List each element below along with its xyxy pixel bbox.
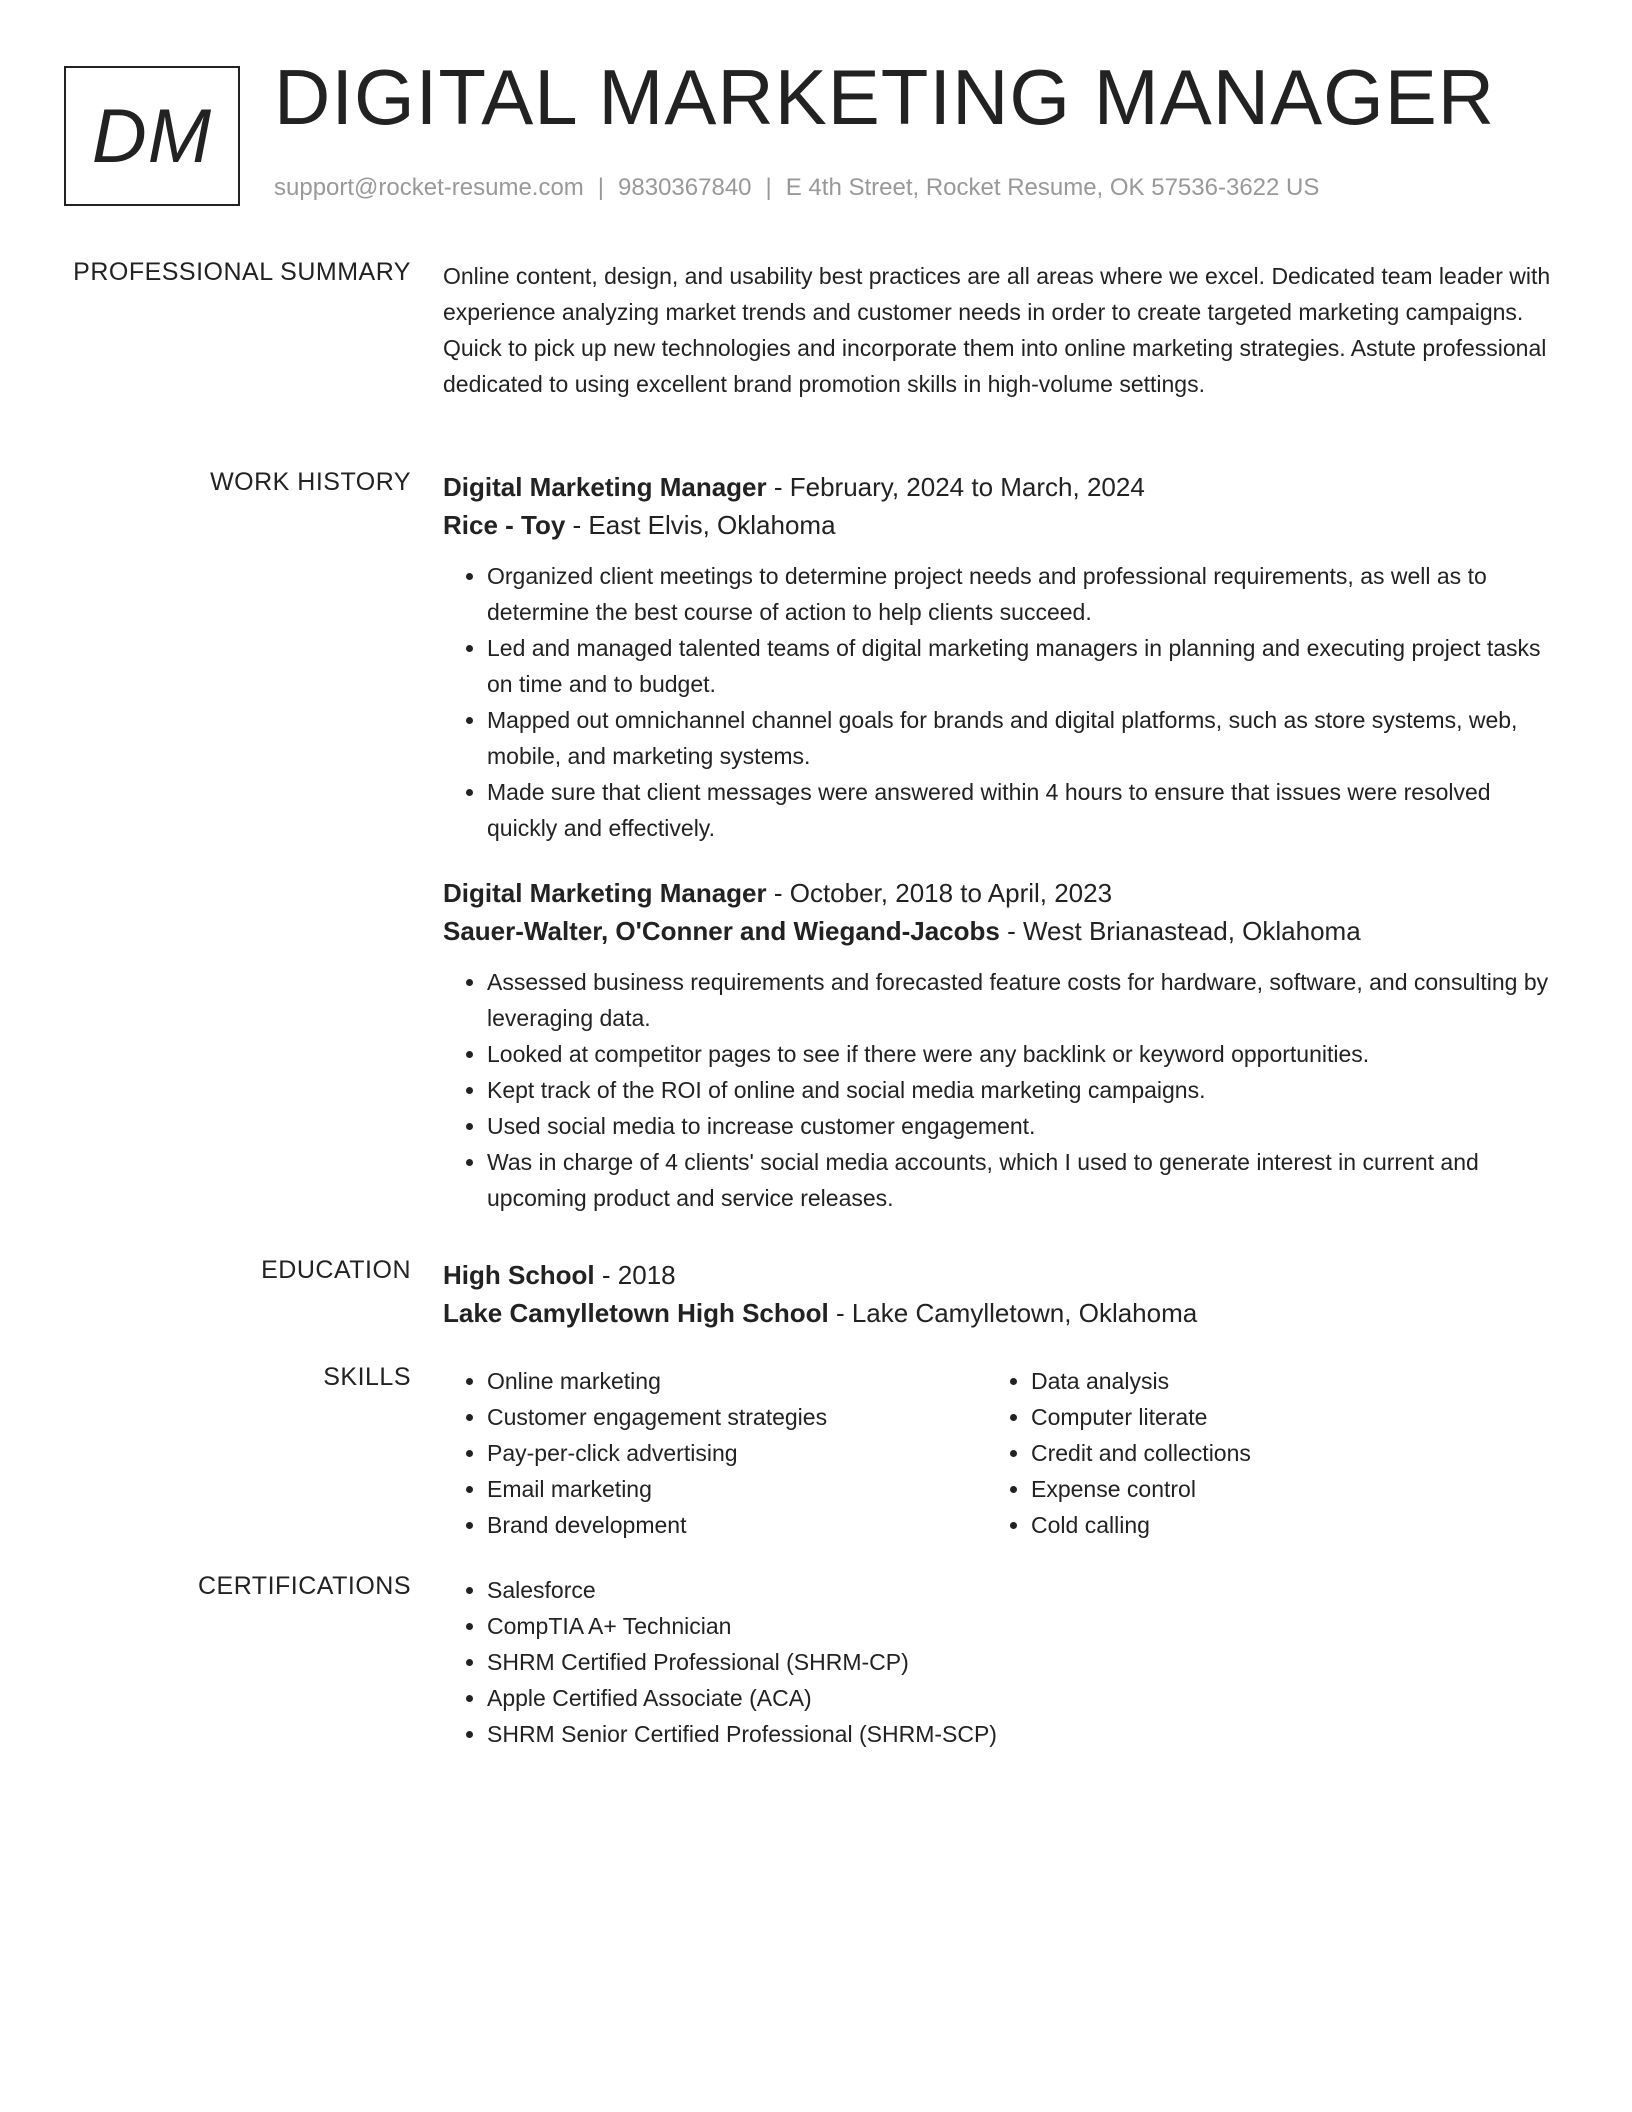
job-bullet: • Led and managed talented teams of digital marketing managers in planning and executing project tasks on time and to budget. <box>487 630 1553 702</box>
job-title-line <box>443 874 1553 912</box>
job-bullet: • Made sure that client messages were answered within 4 hours to ensure that issues were resolved quickly and effectively. <box>487 774 1553 846</box>
job-dates: - February, 2024 to March, 2024 <box>766 472 1145 502</box>
contact-address: E 4th Street, Rocket Resume, OK 57536-3622 US <box>785 174 1320 201</box>
skill-item: • Credit and collections <box>1031 1435 1531 1471</box>
contact-phone: 9830367840 <box>618 174 752 201</box>
skill-item: • Data analysis <box>1031 1363 1531 1399</box>
section-title-education: EDUCATION <box>261 1256 411 1284</box>
job-bullet: • Assessed business requirements and forecasted feature costs for hardware, software, and consulting by leveraging data. <box>487 964 1553 1036</box>
monogram-initials: DM <box>91 93 213 179</box>
job-company: Sauer-Walter, O'Conner and Wiegand-Jacobs <box>443 916 1000 946</box>
job-bullet: • Kept track of the ROI of online and social media marketing campaigns. <box>487 1072 1553 1108</box>
section-title-summary: PROFESSIONAL SUMMARY <box>73 258 411 286</box>
certification-item: • Salesforce <box>487 1572 1553 1608</box>
job-entry <box>443 468 1553 846</box>
job-company-line <box>443 912 1553 950</box>
job-bullets <box>443 964 1553 1216</box>
certification-item: • SHRM Senior Certified Professional (SHRM-SCP) <box>487 1716 1553 1752</box>
work-history-body <box>443 468 1553 1216</box>
education-year: - 2018 <box>594 1260 676 1290</box>
job-entry <box>443 874 1553 1216</box>
job-bullet: • Mapped out omnichannel channel goals for brands and digital platforms, such as store systems, web, mobile, and marketing systems. <box>487 702 1553 774</box>
section-title-skills: SKILLS <box>323 1363 411 1391</box>
certification-item: • SHRM Certified Professional (SHRM-CP) <box>487 1644 1553 1680</box>
skills-body <box>443 1363 1553 1543</box>
job-bullet: • Was in charge of 4 clients' social media accounts, which I used to generate interest in current and upcoming product and service releases. <box>487 1144 1553 1216</box>
section-title-work-history: WORK HISTORY <box>210 468 411 496</box>
monogram-box <box>64 66 240 206</box>
summary-text: Online content, design, and usability best practices are all areas where we excel. Dedicated team leader with experience analyzing market trends and customer needs in order to create targeted marketing campaigns. Quick to pick up new technologies and incorporate them into online marketing strategies. Astute professional dedicated to using excellent brand promotion skills in high-volume settings. <box>443 263 1551 397</box>
section-title-certifications: CERTIFICATIONS <box>197 1572 411 1600</box>
job-role: Digital Marketing Manager <box>443 472 767 502</box>
job-title-line <box>443 468 1553 506</box>
skills-column-1 <box>443 1363 987 1543</box>
resume-name: DIGITAL MARKETING MANAGER <box>274 53 1496 141</box>
job-role: Digital Marketing Manager <box>443 878 767 908</box>
certification-item: • Apple Certified Associate (ACA) <box>487 1680 1553 1716</box>
skill-item: • Online marketing <box>487 1363 987 1399</box>
job-location: - East Elvis, Oklahoma <box>565 510 836 540</box>
contact-separator: | <box>597 174 605 201</box>
skills-column-2 <box>987 1363 1531 1543</box>
skill-item: • Computer literate <box>1031 1399 1531 1435</box>
certification-item: • CompTIA A+ Technician <box>487 1608 1553 1644</box>
education-body <box>443 1256 1553 1332</box>
education-degree-line <box>443 1256 1553 1294</box>
skill-item: • Cold calling <box>1031 1507 1531 1543</box>
education-location: - Lake Camylletown, Oklahoma <box>828 1298 1198 1328</box>
job-bullet: • Used social media to increase customer engagement. <box>487 1108 1553 1144</box>
education-school-line <box>443 1294 1553 1332</box>
certifications-list <box>443 1572 1553 1752</box>
skill-item: • Brand development <box>487 1507 987 1543</box>
contact-email: support@rocket-resume.com <box>274 174 584 201</box>
job-company-line <box>443 506 1553 544</box>
job-bullets <box>443 558 1553 846</box>
certifications-body <box>443 1572 1553 1752</box>
job-location: - West Brianastead, Oklahoma <box>999 916 1361 946</box>
job-dates: - October, 2018 to April, 2023 <box>766 878 1113 908</box>
education-school: Lake Camylletown High School <box>443 1298 829 1328</box>
job-bullet: • Organized client meetings to determine project needs and professional requirements, as well as to determine the best course of action to help clients succeed. <box>487 558 1553 630</box>
contact-line <box>274 174 1319 202</box>
skills-columns <box>443 1363 1553 1543</box>
skill-item: • Email marketing <box>487 1471 987 1507</box>
contact-separator: | <box>765 174 772 201</box>
skill-item: • Pay-per-click advertising <box>487 1435 987 1471</box>
job-company: Rice - Toy <box>443 510 566 540</box>
education-degree: High School <box>443 1260 595 1290</box>
job-bullet: • Looked at competitor pages to see if there were any backlink or keyword opportunities. <box>487 1036 1553 1072</box>
skill-item: • Customer engagement strategies <box>487 1399 987 1435</box>
skill-item: • Expense control <box>1031 1471 1531 1507</box>
